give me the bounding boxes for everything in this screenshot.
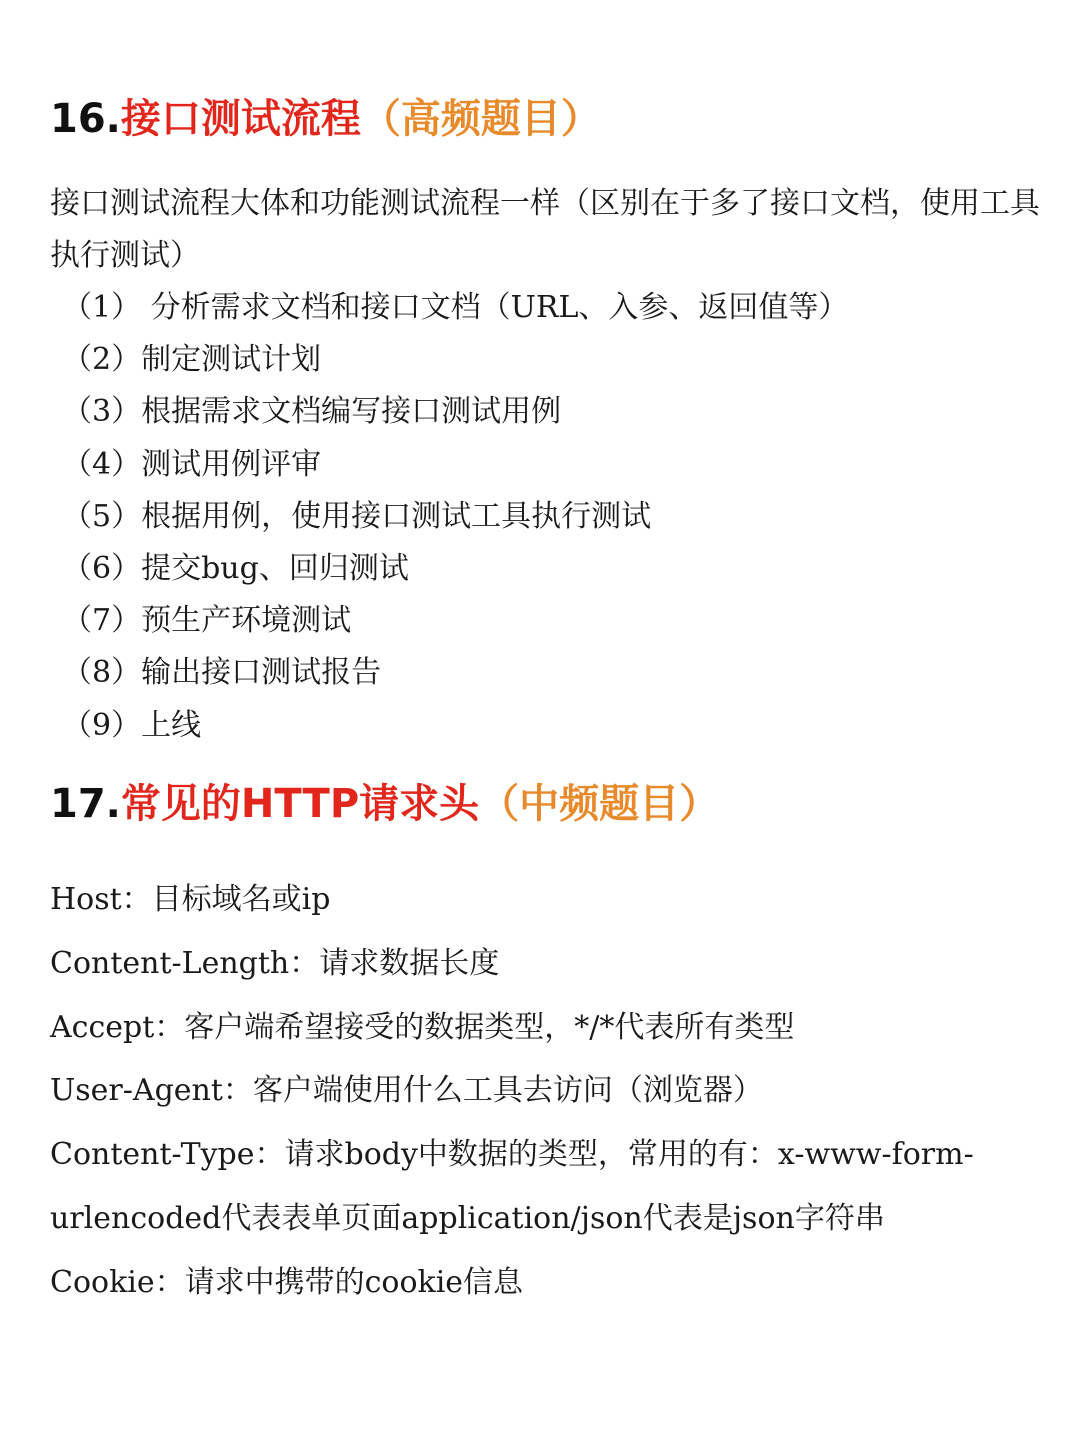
section-17-topic: 常见的HTTP请求头 xyxy=(120,781,480,827)
section-16-heading xyxy=(50,95,601,143)
section-17-frequency: （中频题目） xyxy=(479,781,720,827)
section-17-heading xyxy=(50,780,719,828)
step-item: （2）制定测试计划 xyxy=(62,342,322,378)
http-header-item: Content-Length：请求数据长度 xyxy=(50,945,500,981)
step-item: （7）预生产环境测试 xyxy=(62,603,352,639)
http-header-item: Cookie：请求中携带的cookie信息 xyxy=(50,1264,524,1300)
http-header-item: Content-Type：请求body中数据的类型，常用的有：x-www-form-urlencoded代表表单页面application/json代表是json字符串 xyxy=(50,1137,974,1236)
http-header-list xyxy=(50,868,1050,1315)
http-header-item: User-Agent：客户端使用什么工具去访问（浏览器） xyxy=(50,1073,763,1109)
section-17-number: 17. xyxy=(50,781,121,827)
step-item: （5）根据用例，使用接口测试工具执行测试 xyxy=(62,498,652,534)
section-16-intro: 接口测试流程大体和功能测试流程一样（区别在于多了接口文档，使用工具执行测试） xyxy=(50,186,1040,273)
section-16-number: 16. xyxy=(50,96,121,142)
http-header-item: Accept：客户端希望接受的数据类型，*/*代表所有类型 xyxy=(50,1009,795,1045)
step-item: （1） 分析需求文档和接口文档（URL、入参、返回值等） xyxy=(62,290,849,325)
http-header-item: Host：目标域名或ip xyxy=(50,882,331,917)
step-item: （8）输出接口测试报告 xyxy=(62,655,382,691)
section-16-topic: 接口测试流程 xyxy=(120,96,361,142)
step-item: （3）根据需求文档编写接口测试用例 xyxy=(62,394,562,430)
section-16-frequency: （高频题目） xyxy=(360,96,601,142)
step-item: （6）提交bug、回归测试 xyxy=(62,551,409,587)
step-item: （4）测试用例评审 xyxy=(62,446,322,482)
step-item: （9）上线 xyxy=(62,707,202,743)
section-16-step-list xyxy=(62,282,848,752)
